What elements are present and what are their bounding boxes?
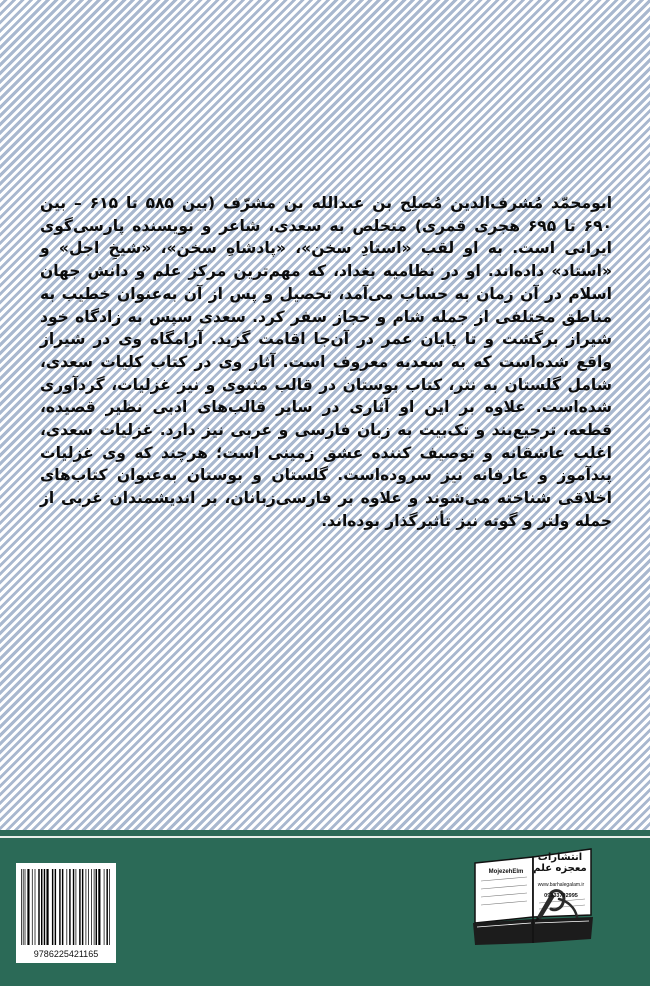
- barcode-bar: [106, 869, 107, 945]
- barcode-bar: [98, 869, 100, 945]
- footer-divider-line: [0, 836, 650, 838]
- publisher-website: www.barhalegalam.ir: [537, 882, 585, 888]
- barcode-bar: [52, 869, 53, 945]
- barcode-icon: [21, 869, 111, 945]
- barcode-bar: [109, 869, 110, 945]
- barcode-bar: [44, 869, 45, 945]
- barcode-bar: [104, 869, 105, 945]
- barcode-bar: [21, 869, 22, 945]
- barcode-bar: [25, 869, 26, 945]
- publisher-latin-name: MojezehElm: [488, 869, 524, 875]
- isbn-number: 9786225421165: [33, 949, 99, 959]
- barcode-bar: [96, 869, 97, 945]
- barcode-bar: [62, 869, 63, 945]
- publisher-name-line2: معجزه علم: [533, 863, 587, 874]
- barcode-bar: [55, 869, 56, 945]
- barcode-bar: [82, 869, 83, 945]
- isbn-barcode: [16, 863, 116, 963]
- barcode-bar: [73, 869, 74, 945]
- barcode-bar: [79, 869, 80, 945]
- publisher-name-line1: انتشارات: [537, 852, 583, 863]
- barcode-bar: [35, 869, 36, 945]
- barcode-bar: [32, 869, 33, 945]
- barcode-bar: [86, 869, 87, 945]
- barcode-bar: [23, 869, 24, 945]
- barcode-bar: [76, 869, 77, 945]
- barcode-bar: [46, 869, 48, 945]
- publisher-name: [532, 852, 588, 874]
- barcode-bar: [94, 869, 95, 945]
- barcode-bar: [69, 869, 70, 945]
- barcode-bar: [88, 869, 89, 945]
- barcode-bar: [91, 869, 92, 945]
- barcode-bar: [66, 869, 67, 945]
- barcode-bar: [27, 869, 29, 945]
- book-description-text: ابومحمّد مُشرف‌الدین مُصلِح بن عبدالله بن مشرّف (بین ۵۸۵ تا ۶۱۵ – بین ۶۹۰ تا ۶۹۵ هجری قمری) متخلص به سعدی، شاعر و نویسنده پارسی‌گوی ایرانی است. به او لقب «استادِ سخن»، «پادشاهِ سخن»، «شیخِ اجل» و «استاد» داده‌اند. او در نظامیه بغداد، که مهم‌ترین مرکز علم و دانش جهان اسلام در آن زمان به حساب می‌آمد، تحصیل و پس از آن به‌عنوان خطیب به مناطق مختلفی از جمله شام و حجاز سفر کرد. سعدی سپس به زادگاه خود شیراز برگشت و تا پایان عمر در آن‌جا اقامت گزید. آرامگاه وی در شیراز واقع شده‌است که به سعدیه معروف است. آثار وی در کتاب کلیات سعدی، شامل گلستان به نثر، کتاب بوستان در قالب مثنوی و نیز غزلیات، گردآوری شده‌است. علاوه بر این او آثاری در سایر قالب‌های ادبی نظیر قصیده، قطعه، ترجیع‌بند و تک‌بیت به زبان فارسی و عربی نیز دارد. غزلیات سعدی، اغلب عاشقانه و توصیف کننده عشق زمینی است؛ هرچند که وی غزلیات پندآموز و عارفانه نیز سروده‌است. گلستان و بوستان به‌عنوان کتاب‌های اخلاقی شناخته می‌شوند و علاوه بر فارسی‌زبانان، بر اندیشمندان غربی از جمله ولتر و گوته نیز تأثیرگذار بوده‌اند.: [40, 194, 613, 530]
- publisher-phone: 09933702995: [544, 893, 578, 899]
- barcode-bar: [38, 869, 39, 945]
- barcode-bar: [59, 869, 60, 945]
- barcode-bar: [41, 869, 42, 945]
- publisher-logo: [471, 847, 595, 951]
